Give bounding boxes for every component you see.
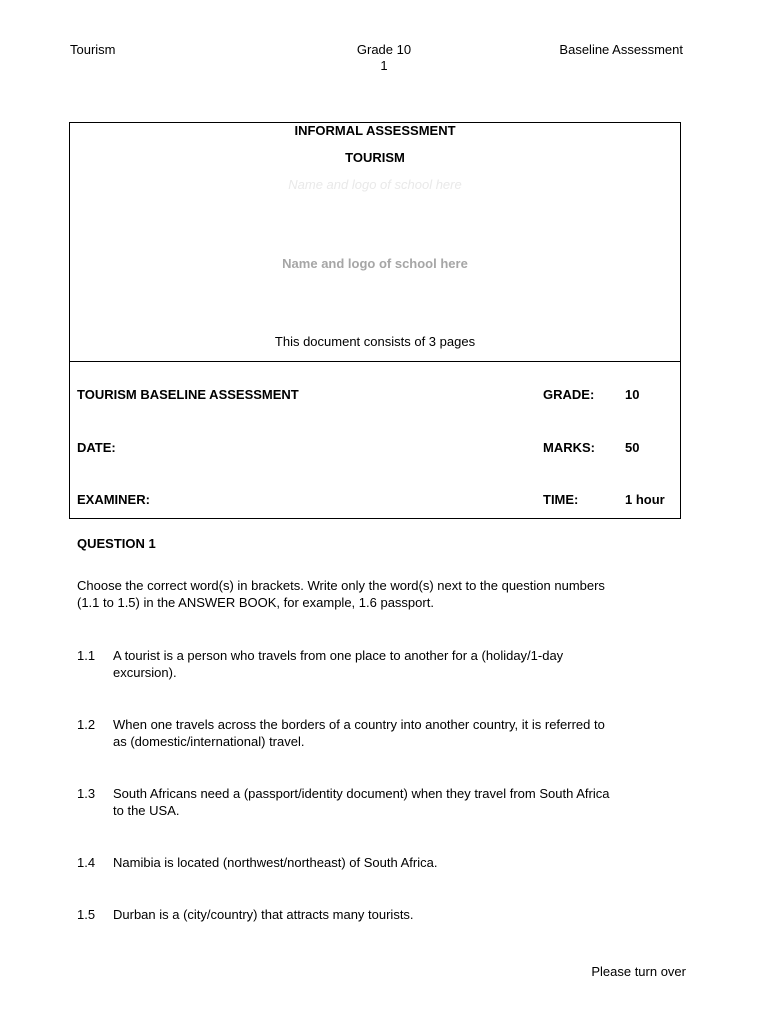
question-title: QUESTION 1 (77, 536, 156, 551)
question-text: South Africans need a (passport/identity document) when they travel from South Africa to the USA. (113, 786, 610, 818)
cover-top-section (70, 123, 680, 362)
question-text: Namibia is located (northwest/northeast) of South Africa. (113, 855, 438, 870)
question-number: 1.2 (77, 717, 96, 732)
header-assessment-type: Baseline Assessment (559, 42, 683, 57)
grade-value: 10 (625, 387, 640, 402)
time-label: TIME: (543, 492, 579, 507)
marks-value: 50 (625, 440, 640, 455)
cover-title-subject: TOURISM (345, 150, 405, 165)
footer-turn-over: Please turn over (591, 964, 686, 979)
marks-label: MARKS: (543, 440, 595, 455)
question-instructions: Choose the correct word(s) in brackets. Write only the word(s) next to the question numbers (1.1 to 1.5) in the ANSWER BOOK, for example, 1.6 passport. (77, 578, 605, 610)
grade-label: GRADE: (543, 387, 595, 402)
question-number: 1.1 (77, 648, 96, 663)
cover-title-informal: INFORMAL ASSESSMENT (294, 123, 456, 138)
school-name-logo-placeholder: Name and logo of school here (282, 256, 468, 271)
assessment-label: TOURISM BASELINE ASSESSMENT (77, 387, 299, 402)
question-number: 1.4 (77, 855, 96, 870)
time-value: 1 hour (625, 492, 665, 507)
examiner-label: EXAMINER: (77, 492, 150, 507)
school-placeholder-faint: Name and logo of school here (288, 177, 462, 192)
question-text: A tourist is a person who travels from one place to another for a (holiday/1-day excursion). (113, 648, 564, 680)
question-text: When one travels across the borders of a country into another country, it is referred to as (domestic/international) travel. (113, 717, 605, 749)
question-text: Durban is a (city/country) that attracts many tourists. (113, 907, 414, 922)
header-subject: Tourism (70, 42, 116, 57)
page-number: 1 (380, 58, 388, 73)
question-number: 1.5 (77, 907, 96, 922)
header-grade-text: Grade 10 (356, 42, 412, 57)
cover-box (69, 122, 681, 519)
pages-note: This document consists of 3 pages (274, 334, 476, 349)
date-label: DATE: (77, 440, 116, 455)
question-number: 1.3 (77, 786, 96, 801)
